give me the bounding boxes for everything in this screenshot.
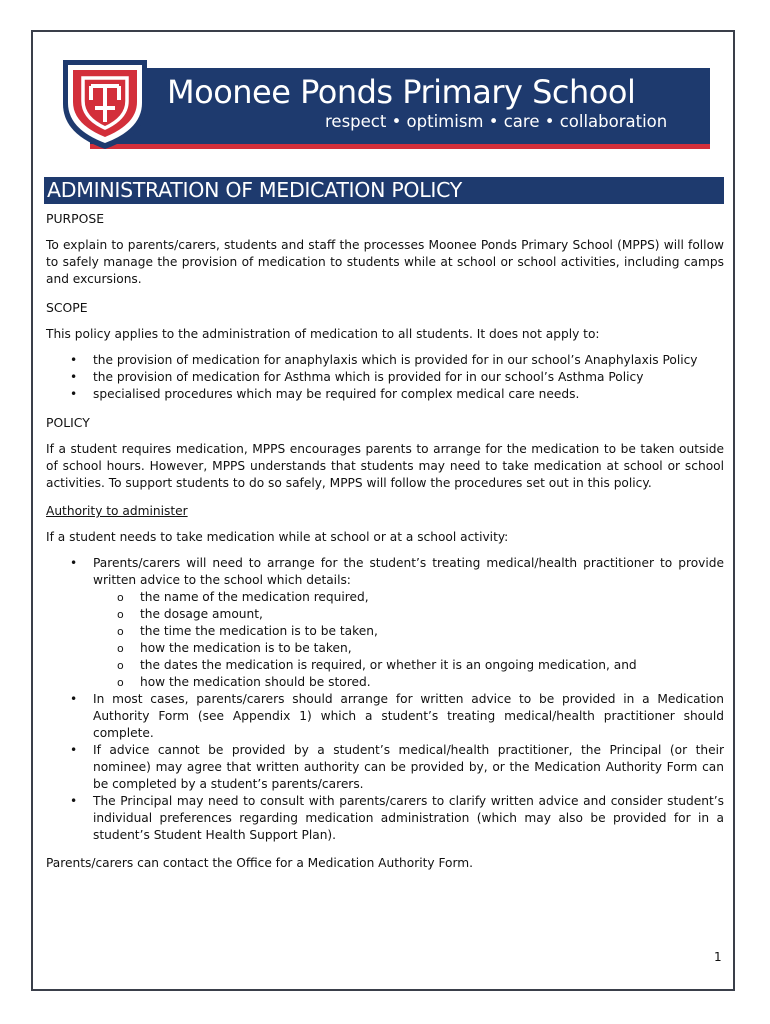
purpose-text: To explain to parents/carers, students and staff the processes Moonee Ponds Primary School (MPPS) will follow to safely manage the provision of medication to students while at school or school activities, including camps and excursions. xyxy=(46,238,724,286)
authority-subheading: Authority to administer xyxy=(46,504,188,518)
sub-list-item: o how the medication should be stored. xyxy=(140,674,724,691)
list-item: • If advice cannot be provided by a student’s medical/health practitioner, the Principal (or their nominee) may agree that written authority can be provided by, or the Medication Authority Form can be completed by a student’s parents/carers. xyxy=(93,742,724,793)
policy-body xyxy=(46,210,724,872)
sub-list-item: o the time the medication is to be taken, xyxy=(140,623,724,640)
authority-intro: If a student needs to take medication while at school or at a school activity: xyxy=(46,530,509,544)
banner-accent-line xyxy=(90,144,710,149)
policy-text: If a student requires medication, MPPS encourages parents to arrange for the medication to be taken outside of school hours. However, MPPS understands that students may need to take medication at school or school activities. To support students to do so safely, MPPS will follow the procedures set out in this policy. xyxy=(46,442,724,490)
sub-list-item: o the dosage amount, xyxy=(140,606,724,623)
list-item: • In most cases, parents/carers should arrange for written advice to be provided in a Medication Authority Form (see Appendix 1) which a student’s treating medical/health practitioner should complete. xyxy=(93,691,724,742)
school-banner xyxy=(55,52,710,152)
sub-list-item: o the dates the medication is required, or whether it is an ongoing medication, and xyxy=(140,657,724,674)
authority-list xyxy=(46,555,724,844)
authority-details-list xyxy=(93,589,724,691)
authority-closing: Parents/carers can contact the Office for a Medication Authority Form. xyxy=(46,856,474,870)
list-item: • specialised procedures which may be required for complex medical care needs. xyxy=(93,386,724,403)
list-item: • the provision of medication for Asthma which is provided for in our school’s Asthma Policy xyxy=(93,369,724,386)
list-item: • The Principal may need to consult with parents/carers to clarify written advice and consider student’s individual preferences regarding medication administration (which may also be provided for in a student’s Student Health Support Plan). xyxy=(93,793,724,844)
school-motto: respect • optimism • care • collaboration xyxy=(325,112,668,131)
school-name: Moonee Ponds Primary School xyxy=(167,73,636,111)
policy-title-bar xyxy=(44,177,724,204)
sub-list-item: o the name of the medication required, xyxy=(140,589,724,606)
list-item xyxy=(93,555,724,691)
list-item: • the provision of medication for anaphylaxis which is provided for in our school’s Anaphylaxis Policy xyxy=(93,352,724,369)
policy-title: ADMINISTRATION OF MEDICATION POLICY xyxy=(47,178,463,202)
purpose-heading: PURPOSE xyxy=(46,211,105,226)
scope-heading: SCOPE xyxy=(46,300,88,315)
authority-first-item: Parents/carers will need to arrange for the student’s treating medical/health practitioner to provide written advice to the school which details: xyxy=(93,556,724,587)
scope-list xyxy=(46,352,724,403)
sub-list-item: o how the medication is to be taken, xyxy=(140,640,724,657)
school-crest-logo xyxy=(55,52,155,152)
scope-intro: This policy applies to the administration of medication to all students. It does not apply to: xyxy=(46,327,600,341)
page-number: 1 xyxy=(714,950,722,964)
policy-heading: POLICY xyxy=(46,415,90,430)
